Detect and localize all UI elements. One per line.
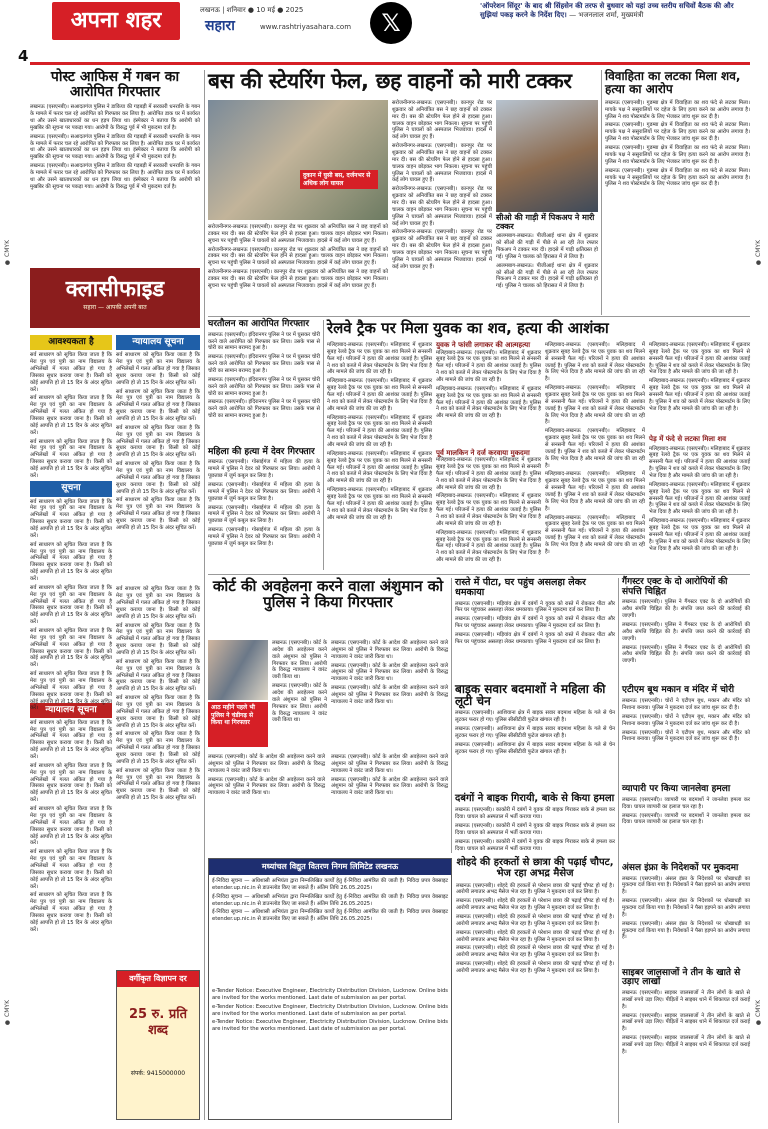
headline: दबंगों ने बाइक गिरायी, बाके से किया हमला (455, 793, 615, 805)
story-body: लखनऊ (एसएनबी)। पुलिस ने गैंगस्टर एक्ट के दो आरोपियों की अवैध संपत्ति चिह्नित की है। संपत्ति जब्त करने की कार्रवाई की जाएगी। लखनऊ (एसएनबी)। पुलिस ने गैंगस्टर एक्ट के दो आरोपियों की अवैध संपत्ति चिह्नित की है। संपत्ति जब्त करने की कार्रवाई की जाएगी। लखनऊ (एसएनबी)। पुलिस ने गैंगस्टर एक्ट के दो आरोपियों की अवैध संपत्ति चिह्नित की है। संपत्ति जब्त करने की कार्रवाई की जाएगी। (622, 599, 750, 665)
classified-banner (30, 268, 200, 328)
column-rule (601, 70, 602, 315)
mid-story (496, 214, 598, 315)
cmyk-mark: ● CMYK (755, 240, 762, 266)
dateline: लखनऊ | शनिवार ● 10 मई ● 2025 (200, 6, 304, 14)
column-rule (451, 578, 452, 853)
story-body: लखनऊ (एसएनबी)। इंदिरानगर पुलिस ने घर में घुसकर चोरी करने वाले आरोपित को गिरफ्तार कर लिया। उसके पास से चोरी का सामान बरामद हुआ है। लखनऊ (एसएनबी)। इंदिरानगर पुलिस ने घर में घुसकर चोरी करने वाले आरोपित को गिरफ्तार कर लिया। उसके पास से चोरी का सामान बरामद हुआ है। लखनऊ (एसएनबी)। इंदिरानगर पुलिस ने घर में घुसकर चोरी करने वाले आरोपित को गिरफ्तार कर लिया। उसके पास से चोरी का सामान बरामद हुआ है। लखनऊ (एसएनबी)। इंदिरानगर पुलिस ने घर में घुसकर चोरी करने वाले आरोपित को गिरफ्तार कर लिया। उसके पास से चोरी का सामान बरामद हुआ है। (208, 331, 320, 420)
classified-sub: सहारा — आपकी अपनी बात (83, 303, 147, 311)
notice-title: सूचना (30, 481, 112, 496)
notice-title: आवश्यकता है (30, 335, 112, 350)
story-body: लखनऊ (एसएनबी)। आशियाना क्षेत्र में बाइक सवार बदमाश महिला के गले से चेन लूटकर फरार हो गए। पुलिस सीसीटीवी फुटेज खंगाल रही है। लखनऊ (एसएनबी)। आशियाना क्षेत्र में बाइक सवार बदमाश महिला के गले से चेन लूटकर फरार हो गए। पुलिस सीसीटीवी फुटेज खंगाल रही है। लखनऊ (एसएनबी)। आशियाना क्षेत्र में बाइक सवार बदमाश महिला के गले से चेन लूटकर फरार हो गए। पुलिस सीसीटीवी फुटेज खंगाल रही है। (455, 710, 615, 755)
top-quote (480, 2, 745, 20)
court-headline: कोर्ट की अवहेलना करने वाला अंशुमान को पुलिस ने किया गिरफ्तार (212, 577, 444, 612)
headline: व्यापारी पर किया जानलेवा हमला (622, 784, 731, 795)
x-logo-icon: 𝕏 (370, 2, 412, 44)
notice-block (30, 335, 112, 933)
story-body: लखनऊ (एसएनबी)। अंसल इंफ्रा के निदेशकों पर धोखाधड़ी का मुकदमा दर्ज किया गया है। निवेशकों ने पैसा हड़पने का आरोप लगाया है। लखनऊ (एसएनबी)। अंसल इंफ्रा के निदेशकों पर धोखाधड़ी का मुकदमा दर्ज किया गया है। निवेशकों ने पैसा हड़पने का आरोप लगाया है। लखनऊ (एसएनबी)। अंसल इंफ्रा के निदेशकों पर धोखाधड़ी का मुकदमा दर्ज किया गया है। निवेशकों ने पैसा हड़पने का आरोप लगाया है। (622, 875, 750, 941)
cmyk-mark: ● CMYK (755, 1000, 762, 1026)
court-body: लखनऊ (एसएनबी)। कोर्ट के आदेश की अवहेलना करने वाले अंशुमान को पुलिस ने गिरफ्तार कर लिया। आरोपी के विरुद्ध न्यायालय ने वारंट जारी किया था। लखनऊ (एसएनबी)। कोर्ट के आदेश की अवहेलना करने वाले अंशुमान को पुलिस ने गिरफ्तार कर लिया। आरोपी के विरुद्ध न्यायालय ने वारंट जारी किया था। लखनऊ (एसएनबी)। कोर्ट के आदेश की अवहेलना करने वाले अंशुमान को पुलिस ने गिरफ्तार कर लिया। आरोपी के विरुद्ध न्यायालय ने वारंट जारी किया था। (331, 640, 448, 705)
headline: बाइक सवार बदमाशों ने महिला की लूटी चेन (455, 681, 606, 709)
column-rule (204, 70, 205, 1120)
subhead: पूर्व मालकिन ने दर्ज करवाया मुकदमा (436, 448, 530, 457)
rail-col (436, 342, 541, 565)
row-rule (208, 574, 750, 575)
column-rule (618, 578, 619, 1123)
story-body: लखनऊ (एसएनबी)। मड़ियांव क्षेत्र में दबंगों ने युवक को रास्ते में रोककर पीटा और फिर घर पहुंचकर असलहा लेकर धमकाया। पुलिस ने मुकदमा दर्ज कर लिया है। लखनऊ (एसएनबी)। मड़ियांव क्षेत्र में दबंगों ने युवक को रास्ते में रोककर पीटा और फिर घर पहुंचकर असलहा लेकर धमकाया। पुलिस ने मुकदमा दर्ज कर लिया है। लखनऊ (एसएनबी)। मड़ियांव क्षेत्र में दबंगों ने युवक को रास्ते में रोककर पीटा और फिर घर पहुंचकर असलहा लेकर धमकाया। पुलिस ने मुकदमा दर्ज कर लिया है। (455, 600, 615, 645)
headline: एटीएम बूथ मकान व मंदिर में चोरी (622, 685, 735, 696)
subhead: पेड़ में फंदे से लटका मिला शव (649, 435, 727, 443)
classified-title: क्लासीफाइड (65, 277, 165, 302)
girl-story (456, 858, 614, 1108)
headline: साइबर जालसाजों ने तीन के खाते से उड़ाए लाखों (622, 967, 741, 988)
story-body: लखनऊ (एसएनबी)। साइबर जालसाजों ने तीन लोगों के खाते से लाखों रुपये उड़ा लिए। पीड़ितों ने साइबर थाने में शिकायत दर्ज कराई है। लखनऊ (एसएनबी)। साइबर जालसाजों ने तीन लोगों के खाते से लाखों रुपये उड़ा लिए। पीड़ितों ने साइबर थाने में शिकायत दर्ज कराई है। लखनऊ (एसएनबी)। साइबर जालसाजों ने तीन लोगों के खाते से लाखों रुपये उड़ा लिए। पीड़ितों ने साइबर थाने में शिकायत दर्ज कराई है। (622, 990, 750, 1055)
right-col (622, 578, 750, 1090)
quote-text: 'ऑपरेशन सिंदूर' के बाद श्री सिंहसेन की तरफ से बुधवार को यहां उच्च स्तरीय सचिवों बैठक की और सुझियां पकड़ करने के निर्देश दिए। (480, 2, 734, 20)
masthead-rule (30, 62, 750, 65)
subhead: युवक ने फांसी लगाकर की आत्महत्या (436, 341, 531, 349)
story-body: लखनऊ (एसएनबी)। चोरों ने एटीएम बूथ, मकान और मंदिर को निशाना बनाया। पुलिस ने मुकदमा दर्ज कर जांच शुरू कर दी है। लखनऊ (एसएनबी)। चोरों ने एटीएम बूथ, मकान और मंदिर को निशाना बनाया। पुलिस ने मुकदमा दर्ज कर जांच शुरू कर दी है। लखनऊ (एसएनबी)। चोरों ने एटीएम बूथ, मकान और मंदिर को निशाना बनाया। पुलिस ने मुकदमा दर्ज कर जांच शुरू कर दी है। (622, 698, 750, 743)
notice-body: सर्व साधारण को सूचित किया जाता है कि मेरा पुत्र एवं पुत्री का नाम विद्यालय के अभिलेखों में गलत अंकित हो गया है जिसका सुधार कराया जाना है। किसी को कोई आपत्ति हो तो 15 दिन के अंदर सूचित करें। सर्व साधारण को सूचित किया जाता है कि मेरा पुत्र एवं पुत्री का नाम विद्यालय के अभिलेखों में गलत अंकित हो गया है जिसका सुधार कराया जाना है। किसी को कोई आपत्ति हो तो 15 दिन के अंदर सूचित करें। सर्व साधारण को सूचित किया जाता है कि मेरा पुत्र एवं पुत्री का नाम विद्यालय के अभिलेखों में गलत अंकित हो गया है जिसका सुधार कराया जाना है। किसी को कोई आपत्ति हो तो 15 दिन के अंदर सूचित करें। सर्व साधारण को सूचित किया जाता है कि मेरा पुत्र एवं पुत्री का नाम विद्यालय के अभिलेखों में गलत अंकित हो गया है जिसका सुधार कराया जाना है। किसी को कोई आपत्ति हो तो 15 दिन के अंदर सूचित करें। सर्व साधारण को सूचित किया जाता है कि मेरा पुत्र एवं पुत्री का नाम विद्यालय के अभिलेखों में गलत अंकित हो गया है जिसका सुधार कराया जाना है। किसी को कोई आपत्ति हो तो 15 दिन के अंदर सूचित करें। (30, 498, 112, 712)
side-story (605, 70, 750, 300)
rail-story (327, 320, 750, 340)
ad-title: वर्गीकृत विज्ञापन दर (117, 971, 199, 987)
rail-col (649, 342, 750, 566)
classified-rate-ad (116, 970, 200, 1120)
court-photo (208, 640, 268, 700)
court-story (208, 578, 448, 614)
cmyk-mark: ● CMYK (4, 1000, 11, 1026)
side-photo (496, 100, 598, 212)
cmyk-mark: ● CMYK (4, 240, 11, 266)
mid-headline: सीओ की गाड़ी में पिकअप ने मारी टक्कर (496, 213, 595, 231)
notice-title: न्यायालय सूचना (30, 703, 112, 718)
lead-body: सरोजनीनगर-लखनऊ (एसएनबी)। कानपुर रोड पर शुक्रवार को अनियंत्रित बस ने छह वाहनों को टक्कर मार दी। बस की स्टेयरिंग फेल होने से हादसा हुआ। चालक वाहन छोड़कर भाग निकला। सूचना पर पहुंची पुलिस ने घायलों को अस्पताल भिजवाया। हादसे में कई लोग घायल हुए हैं। सरोजनीनगर-लखनऊ (एसएनबी)। कानपुर रोड पर शुक्रवार को अनियंत्रित बस ने छह वाहनों को टक्कर मार दी। बस की स्टेयरिंग फेल होने से हादसा हुआ। चालक वाहन छोड़कर भाग निकला। सूचना पर पहुंची पुलिस ने घायलों को अस्पताल भिजवाया। हादसे में कई लोग घायल हुए हैं। सरोजनीनगर-लखनऊ (एसएनबी)। कानपुर रोड पर शुक्रवार को अनियंत्रित बस ने छह वाहनों को टक्कर मार दी। बस की स्टेयरिंग फेल होने से हादसा हुआ। चालक वाहन छोड़कर भाग निकला। सूचना पर पहुंची पुलिस ने घायलों को अस्पताल भिजवाया। हादसे में कई लोग घायल हुए हैं। (208, 224, 388, 289)
rail-body: मलिहाबाद-लखनऊ (एसएनबी)। मलिहाबाद में शुक्रवार सुबह रेलवे ट्रैक पर एक युवक का शव मिलने से सनसनी फैल गई। परिजनों ने हत्या की आशंका जताई है। पुलिस ने शव को कब्जे में लेकर पोस्टमार्टम के लिए भेज दिया है और मामले की जांच की जा रही है। मलिहाबाद-लखनऊ (एसएनबी)। मलिहाबाद में शुक्रवार सुबह रेलवे ट्रैक पर एक युवक का शव मिलने से सनसनी फैल गई। परिजनों ने हत्या की आशंका जताई है। पुलिस ने शव को कब्जे में लेकर पोस्टमार्टम के लिए भेज दिया है और मामले की जांच की जा रही है। मलिहाबाद-लखनऊ (एसएनबी)। मलिहाबाद में शुक्रवार सुबह रेलवे ट्रैक पर एक युवक का शव मिलने से सनसनी फैल गई। परिजनों ने हत्या की आशंका जताई है। पुलिस ने शव को कब्जे में लेकर पोस्टमार्टम के लिए भेज दिया है और मामले की जांच की जा रही है। (436, 457, 541, 564)
rail-body: मलिहाबाद-लखनऊ (एसएनबी)। मलिहाबाद में शुक्रवार सुबह रेलवे ट्रैक पर एक युवक का शव मिलने से सनसनी फैल गई। परिजनों ने हत्या की आशंका जताई है। पुलिस ने शव को कब्जे में लेकर पोस्टमार्टम के लिए भेज दिया है और मामले की जांच की जा रही है। मलिहाबाद-लखनऊ (एसएनबी)। मलिहाबाद में शुक्रवार सुबह रेलवे ट्रैक पर एक युवक का शव मिलने से सनसनी फैल गई। परिजनों ने हत्या की आशंका जताई है। पुलिस ने शव को कब्जे में लेकर पोस्टमार्टम के लिए भेज दिया है और मामले की जांच की जा रही है। मलिहाबाद-लखनऊ (एसएनबी)। मलिहाबाद में शुक्रवार सुबह रेलवे ट्रैक पर एक युवक का शव मिलने से सनसनी फैल गई। परिजनों ने हत्या की आशंका जताई है। पुलिस ने शव को कब्जे में लेकर पोस्टमार्टम के लिए भेज दिया है और मामले की जांच की जा रही है। मलिहाबाद-लखनऊ (एसएनबी)। मलिहाबाद में शुक्रवार सुबह रेलवे ट्रैक पर एक युवक का शव मिलने से सनसनी फैल गई। परिजनों ने हत्या की आशंका जताई है। पुलिस ने शव को कब्जे में लेकर पोस्टमार्टम के लिए भेज दिया है और मामले की जांच की जा रही है। मलिहाबाद-लखनऊ (एसएनबी)। मलिहाबाद में शुक्रवार सुबह रेलवे ट्रैक पर एक युवक का शव मिलने से सनसनी फैल गई। परिजनों ने हत्या की आशंका जताई है। पुलिस ने शव को कब्जे में लेकर पोस्टमार्टम के लिए भेज दिया है और मामले की जांच की जा रही है। (327, 342, 432, 521)
notice-body: सर्व साधारण को सूचित किया जाता है कि मेरा पुत्र एवं पुत्री का नाम विद्यालय के अभिलेखों में गलत अंकित हो गया है जिसका सुधार कराया जाना है। किसी को कोई आपत्ति हो तो 15 दिन के अंदर सूचित करें। सर्व साधारण को सूचित किया जाता है कि मेरा पुत्र एवं पुत्री का नाम विद्यालय के अभिलेखों में गलत अंकित हो गया है जिसका सुधार कराया जाना है। किसी को कोई आपत्ति हो तो 15 दिन के अंदर सूचित करें। सर्व साधारण को सूचित किया जाता है कि मेरा पुत्र एवं पुत्री का नाम विद्यालय के अभिलेखों में गलत अंकित हो गया है जिसका सुधार कराया जाना है। किसी को कोई आपत्ति हो तो 15 दिन के अंदर सूचित करें। सर्व साधारण को सूचित किया जाता है कि मेरा पुत्र एवं पुत्री का नाम विद्यालय के अभिलेखों में गलत अंकित हो गया है जिसका सुधार कराया जाना है। किसी को कोई आपत्ति हो तो 15 दिन के अंदर सूचित करें। सर्व साधारण को सूचित किया जाता है कि मेरा पुत्र एवं पुत्री का नाम विद्यालय के अभिलेखों में गलत अंकित हो गया है जिसका सुधार कराया जाना है। किसी को कोई आपत्ति हो तो 15 दिन के अंदर सूचित करें। (116, 352, 200, 531)
photo-caption: दुकान में घुसी बस, दर्जनभर से अधिक लोग घायल (300, 170, 378, 189)
tender-body: e-Tender Notice: Executive Engineer, Electricity Distribution Division, Lucknow. Online bids are invited for the works mentioned. Last date of submission as per portal. e-Tender Notice: Executive Engineer, Electricity Distribution Division, Lucknow. Online bids are invited for the works mentioned. Last date of submission as per portal. e-Tender Notice: Executive Engineer, Electricity Distribution Division, Lucknow. Online bids are invited for the works mentioned. Last date of submission as per portal. (212, 988, 448, 1033)
rail-body: मलिहाबाद-लखनऊ (एसएनबी)। मलिहाबाद में शुक्रवार सुबह रेलवे ट्रैक पर एक युवक का शव मिलने से सनसनी फैल गई। परिजनों ने हत्या की आशंका जताई है। पुलिस ने शव को कब्जे में लेकर पोस्टमार्टम के लिए भेज दिया है और मामले की जांच की जा रही है। मलिहाबाद-लखनऊ (एसएनबी)। मलिहाबाद में शुक्रवार सुबह रेलवे ट्रैक पर एक युवक का शव मिलने से सनसनी फैल गई। परिजनों ने हत्या की आशंका जताई है। पुलिस ने शव को कब्जे में लेकर पोस्टमार्टम के लिए भेज दिया है और मामले की जांच की जा रही है। (436, 349, 541, 420)
notice-body: सर्व साधारण को सूचित किया जाता है कि मेरा पुत्र एवं पुत्री का नाम विद्यालय के अभिलेखों में गलत अंकित हो गया है जिसका सुधार कराया जाना है। किसी को कोई आपत्ति हो तो 15 दिन के अंदर सूचित करें। सर्व साधारण को सूचित किया जाता है कि मेरा पुत्र एवं पुत्री का नाम विद्यालय के अभिलेखों में गलत अंकित हो गया है जिसका सुधार कराया जाना है। किसी को कोई आपत्ति हो तो 15 दिन के अंदर सूचित करें। सर्व साधारण को सूचित किया जाता है कि मेरा पुत्र एवं पुत्री का नाम विद्यालय के अभिलेखों में गलत अंकित हो गया है जिसका सुधार कराया जाना है। किसी को कोई आपत्ति हो तो 15 दिन के अंदर सूचित करें। सर्व साधारण को सूचित किया जाता है कि मेरा पुत्र एवं पुत्री का नाम विद्यालय के अभिलेखों में गलत अंकित हो गया है जिसका सुधार कराया जाना है। किसी को कोई आपत्ति हो तो 15 दिन के अंदर सूचित करें। सर्व साधारण को सूचित किया जाता है कि मेरा पुत्र एवं पुत्री का नाम विद्यालय के अभिलेखों में गलत अंकित हो गया है जिसका सुधार कराया जाना है। किसी को कोई आपत्ति हो तो 15 दिन के अंदर सूचित करें। सर्व साधारण को सूचित किया जाता है कि मेरा पुत्र एवं पुत्री का नाम विद्यालय के अभिलेखों में गलत अंकित हो गया है जिसका सुधार कराया जाना है। किसी को कोई आपत्ति हो तो 15 दिन के अंदर सूचित करें। (116, 586, 200, 802)
notice-body: सर्व साधारण को सूचित किया जाता है कि मेरा पुत्र एवं पुत्री का नाम विद्यालय के अभिलेखों में गलत अंकित हो गया है जिसका सुधार कराया जाना है। किसी को कोई आपत्ति हो तो 15 दिन के अंदर सूचित करें। सर्व साधारण को सूचित किया जाता है कि मेरा पुत्र एवं पुत्री का नाम विद्यालय के अभिलेखों में गलत अंकित हो गया है जिसका सुधार कराया जाना है। किसी को कोई आपत्ति हो तो 15 दिन के अंदर सूचित करें। सर्व साधारण को सूचित किया जाता है कि मेरा पुत्र एवं पुत्री का नाम विद्यालय के अभिलेखों में गलत अंकित हो गया है जिसका सुधार कराया जाना है। किसी को कोई आपत्ति हो तो 15 दिन के अंदर सूचित करें। सर्व साधारण को सूचित किया जाता है कि मेरा पुत्र एवं पुत्री का नाम विद्यालय के अभिलेखों में गलत अंकित हो गया है जिसका सुधार कराया जाना है। किसी को कोई आपत्ति हो तो 15 दिन के अंदर सूचित करें। सर्व साधारण को सूचित किया जाता है कि मेरा पुत्र एवं पुत्री का नाम विद्यालय के अभिलेखों में गलत अंकित हो गया है जिसका सुधार कराया जाना है। किसी को कोई आपत्ति हो तो 15 दिन के अंदर सूचित करें। (30, 719, 112, 933)
tender-notice (208, 858, 452, 1120)
story-body: लखनऊ (एसएनबी)। काकोरी में दबंगों ने युवक की बाइक गिराकर बाके से हमला कर दिया। घायल को अस्पताल में भर्ती कराया गया। लखनऊ (एसएनबी)। काकोरी में दबंगों ने युवक की बाइक गिराकर बाके से हमला कर दिया। घायल को अस्पताल में भर्ती कराया गया। लखनऊ (एसएनबी)। काकोरी में दबंगों ने युवक की बाइक गिराकर बाके से हमला कर दिया। घायल को अस्पताल में भर्ती कराया गया। (455, 807, 615, 852)
lead-headline: बस की स्टेयरिंग फेल, छह वाहनों को मारी टक्कर (208, 69, 572, 93)
side-headline: विवाहिता का लटका मिला शव, हत्या का आरोप (605, 69, 741, 96)
side-body: लखनऊ (एसएनबी)। गुडम्बा क्षेत्र में विवाहिता का शव फंदे से लटका मिला। मायके पक्ष ने ससुरालियों पर दहेज के लिए हत्या करने का आरोप लगाया है। पुलिस ने शव पोस्टमार्टम के लिए भेजकर जांच शुरू कर दी है। लखनऊ (एसएनबी)। गुडम्बा क्षेत्र में विवाहिता का शव फंदे से लटका मिला। मायके पक्ष ने ससुरालियों पर दहेज के लिए हत्या करने का आरोप लगाया है। पुलिस ने शव पोस्टमार्टम के लिए भेजकर जांच शुरू कर दी है। लखनऊ (एसएनबी)। गुडम्बा क्षेत्र में विवाहिता का शव फंदे से लटका मिला। मायके पक्ष ने ससुरालियों पर दहेज के लिए हत्या करने का आरोप लगाया है। पुलिस ने शव पोस्टमार्टम के लिए भेजकर जांच शुरू कर दी है। लखनऊ (एसएनबी)। गुडम्बा क्षेत्र में विवाहिता का शव फंदे से लटका मिला। मायके पक्ष ने ससुरालियों पर दहेज के लिए हत्या करने का आरोप लगाया है। पुलिस ने शव पोस्टमार्टम के लिए भेजकर जांच शुरू कर दी है। (605, 99, 750, 188)
court-body: लखनऊ (एसएनबी)। कोर्ट के आदेश की अवहेलना करने वाले अंशुमान को पुलिस ने गिरफ्तार कर लिया। आरोपी के विरुद्ध न्यायालय ने वारंट जारी किया था। लखनऊ (एसएनबी)। कोर्ट के आदेश की अवहेलना करने वाले अंशुमान को पुलिस ने गिरफ्तार कर लिया। आरोपी के विरुद्ध न्यायालय ने वारंट जारी किया था। (272, 640, 327, 724)
website: www.rashtriyasahara.com (260, 23, 352, 31)
paper-logo: सहारा (205, 18, 235, 34)
tender-title: मध्यांचल विद्युत वितरण निगम लिमिटेड लखनऊ (209, 859, 451, 875)
story-body: लखनऊ (एसएनबी)। गोसाईगंज में महिला की हत्या के मामले में पुलिस ने देवर को गिरफ्तार कर लिया। आरोपी ने पूछताछ में जुर्म कबूल कर लिया है। लखनऊ (एसएनबी)। गोसाईगंज में महिला की हत्या के मामले में पुलिस ने देवर को गिरफ्तार कर लिया। आरोपी ने पूछताछ में जुर्म कबूल कर लिया है। लखनऊ (एसएनबी)। गोसाईगंज में महिला की हत्या के मामले में पुलिस ने देवर को गिरफ्तार कर लिया। आरोपी ने पूछताछ में जुर्म कबूल कर लिया है। लखनऊ (एसएनबी)। गोसाईगंज में महिला की हत्या के मामले में पुलिस ने देवर को गिरफ्तार कर लिया। आरोपी ने पूछताछ में जुर्म कबूल कर लिया है। (208, 459, 320, 547)
story-body: लखनऊ (एसएनबी)। व्यापारी पर बदमाशों ने जानलेवा हमला कर दिया। घायल व्यापारी का इलाज चल रहा है। लखनऊ (एसएनबी)। व्यापारी पर बदमाशों ने जानलेवा हमला कर दिया। घायल व्यापारी का इलाज चल रहा है। (622, 796, 750, 826)
court-caption: आठ महीने पहले भी पुलिस ने चंडीगढ़ से किया था गिरफ्तार (208, 702, 268, 747)
col1-story (30, 70, 200, 269)
row-rule (208, 316, 750, 317)
lead-photo (208, 100, 388, 220)
notice-block (116, 335, 200, 856)
ad-price: 25 रु. प्रति शब्द (128, 1007, 188, 1039)
tender-body: ई-निविदा सूचना — अधिशासी अभियंता द्वारा निम्नलिखित कार्यों हेतु ई-निविदा आमंत्रित की जाती है। निविदा प्रपत्र वेबसाइट etender.up.nic.in से डाउनलोड किए जा सकते हैं। अंतिम तिथि 26.05.2025। ई-निविदा सूचना — अधिशासी अभियंता द्वारा निम्नलिखित कार्यों हेतु ई-निविदा आमंत्रित की जाती है। निविदा प्रपत्र वेबसाइट etender.up.nic.in से डाउनलोड किए जा सकते हैं। अंतिम तिथि 26.05.2025। ई-निविदा सूचना — अधिशासी अभियंता द्वारा निम्नलिखित कार्यों हेतु ई-निविदा आमंत्रित की जाती है। निविदा प्रपत्र वेबसाइट etender.up.nic.in से डाउनलोड किए जा सकते हैं। अंतिम तिथि 26.05.2025। (212, 878, 448, 923)
notice-body: सर्व साधारण को सूचित किया जाता है कि मेरा पुत्र एवं पुत्री का नाम विद्यालय के अभिलेखों में गलत अंकित हो गया है जिसका सुधार कराया जाना है। किसी को कोई आपत्ति हो तो 15 दिन के अंदर सूचित करें। सर्व साधारण को सूचित किया जाता है कि मेरा पुत्र एवं पुत्री का नाम विद्यालय के अभिलेखों में गलत अंकित हो गया है जिसका सुधार कराया जाना है। किसी को कोई आपत्ति हो तो 15 दिन के अंदर सूचित करें। सर्व साधारण को सूचित किया जाता है कि मेरा पुत्र एवं पुत्री का नाम विद्यालय के अभिलेखों में गलत अंकित हो गया है जिसका सुधार कराया जाना है। किसी को कोई आपत्ति हो तो 15 दिन के अंदर सूचित करें। (30, 352, 112, 479)
column-rule (323, 320, 324, 570)
quote-author: — भजनलाल शर्मा, मुख्यमंत्री (569, 11, 644, 20)
story-body: लखनऊ (एसएनबी)। सआदतगंज पुलिस ने डाकिया की गड़बड़ी में सरकारी धनराशि के गबन के मामले में फरार चल रहे आरोपित को गिरफ्तार कर लिया है। आरोपित डाक घर में कार्यरत था और उसने खाताधारकों का धन हड़प लिया था। इंस्पेक्टर ने बताया कि आरोपी को मुखबिर की सूचना पर पकड़ा गया। आरोपी के विरुद्ध पूर्व में भी मुकदमा दर्ज है। लखनऊ (एसएनबी)। सआदतगंज पुलिस ने डाकिया की गड़बड़ी में सरकारी धनराशि के गबन के मामले में फरार चल रहे आरोपित को गिरफ्तार कर लिया है। आरोपित डाक घर में कार्यरत था और उसने खाताधारकों का धन हड़प लिया था। इंस्पेक्टर ने बताया कि आरोपी को मुखबिर की सूचना पर पकड़ा गया। आरोपी के विरुद्ध पूर्व में भी मुकदमा दर्ज है। लखनऊ (एसएनबी)। सआदतगंज पुलिस ने डाकिया की गड़बड़ी में सरकारी धनराशि के गबन के मामले में फरार चल रहे आरोपित को गिरफ्तार कर लिया है। आरोपित डाक घर में कार्यरत था और उसने खाताधारकों का धन हड़प लिया था। इंस्पेक्टर ने बताया कि आरोपी को मुखबिर की सूचना पर पकड़ा गया। आरोपी के विरुद्ध पूर्व में भी मुकदमा दर्ज है। (30, 104, 200, 190)
court-body: लखनऊ (एसएनबी)। कोर्ट के आदेश की अवहेलना करने वाले अंशुमान को पुलिस ने गिरफ्तार कर लिया। आरोपी के विरुद्ध न्यायालय ने वारंट जारी किया था। लखनऊ (एसएनबी)। कोर्ट के आदेश की अवहेलना करने वाले अंशुमान को पुलिस ने गिरफ्तार कर लिया। आरोपी के विरुद्ध न्यायालय ने वारंट जारी किया था। लखनऊ (एसएनबी)। कोर्ट के आदेश की अवहेलना करने वाले अंशुमान को पुलिस ने गिरफ्तार कर लिया। आरोपी के विरुद्ध न्यायालय ने वारंट जारी किया था। लखनऊ (एसएनबी)। कोर्ट के आदेश की अवहेलना करने वाले अंशुमान को पुलिस ने गिरफ्तार कर लिया। आरोपी के विरुद्ध न्यायालय ने वारंट जारी किया था। (208, 754, 448, 797)
section-banner: अपना शहर (52, 2, 180, 40)
headline: पोस्ट आफिस में गबन का आरोपित गिरफ्तार (50, 69, 180, 101)
headline: शोहदे की हरकतों से छात्रा की पढ़ाई चौपट, भेज रहा अभद्र मैसेज (456, 857, 614, 879)
notice-title: न्यायालय सूचना (116, 335, 200, 350)
mid-body: आलमबाग-लखनऊ। पीजीआई थाना क्षेत्र में शुक्रवार को सीओ की गाड़ी में पीछे से आ रही तेज रफ्तार पिकअप ने टक्कर मार दी। हादसे में गाड़ी क्षतिग्रस्त हो गई। पुलिस ने चालक को हिरासत में ले लिया है। आलमबाग-लखनऊ। पीजीआई थाना क्षेत्र में शुक्रवार को सीओ की गाड़ी में पीछे से आ रही तेज रफ्तार पिकअप ने टक्कर मार दी। हादसे में गाड़ी क्षतिग्रस्त हो गई। पुलिस ने चालक को हिरासत में ले लिया है। (496, 233, 598, 290)
lead-body: सरोजनीनगर-लखनऊ (एसएनबी)। कानपुर रोड पर शुक्रवार को अनियंत्रित बस ने छह वाहनों को टक्कर मार दी। बस की स्टेयरिंग फेल होने से हादसा हुआ। चालक वाहन छोड़कर भाग निकला। सूचना पर पहुंची पुलिस ने घायलों को अस्पताल भिजवाया। हादसे में कई लोग घायल हुए हैं। सरोजनीनगर-लखनऊ (एसएनबी)। कानपुर रोड पर शुक्रवार को अनियंत्रित बस ने छह वाहनों को टक्कर मार दी। बस की स्टेयरिंग फेल होने से हादसा हुआ। चालक वाहन छोड़कर भाग निकला। सूचना पर पहुंची पुलिस ने घायलों को अस्पताल भिजवाया। हादसे में कई लोग घायल हुए हैं। सरोजनीनगर-लखनऊ (एसएनबी)। कानपुर रोड पर शुक्रवार को अनियंत्रित बस ने छह वाहनों को टक्कर मार दी। बस की स्टेयरिंग फेल होने से हादसा हुआ। चालक वाहन छोड़कर भाग निकला। सूचना पर पहुंची पुलिस ने घायलों को अस्पताल भिजवाया। हादसे में कई लोग घायल हुए हैं। सरोजनीनगर-लखनऊ (एसएनबी)। कानपुर रोड पर शुक्रवार को अनियंत्रित बस ने छह वाहनों को टक्कर मार दी। बस की स्टेयरिंग फेल होने से हादसा हुआ। चालक वाहन छोड़कर भाग निकला। सूचना पर पहुंची पुलिस ने घायलों को अस्पताल भिजवाया। हादसे में कई लोग घायल हुए हैं। (392, 100, 492, 270)
headline: अंसल इंफ्रा के निदेशकों पर मुकदमा (622, 862, 739, 873)
headline: रास्ते में पीटा, घर पहुंच असलहा लेकर धमकाया (455, 577, 586, 599)
road-story (455, 578, 615, 877)
rail-body: मलिहाबाद-लखनऊ (एसएनबी)। मलिहाबाद में शुक्रवार सुबह रेलवे ट्रैक पर एक युवक का शव मिलने से सनसनी फैल गई। परिजनों ने हत्या की आशंका जताई है। पुलिस ने शव को कब्जे में लेकर पोस्टमार्टम के लिए भेज दिया है और मामले की जांच की जा रही है। मलिहाबाद-लखनऊ (एसएनबी)। मलिहाबाद में शुक्रवार सुबह रेलवे ट्रैक पर एक युवक का शव मिलने से सनसनी फैल गई। परिजनों ने हत्या की आशंका जताई है। पुलिस ने शव को कब्जे में लेकर पोस्टमार्टम के लिए भेज दिया है और मामले की जांच की जा रही है। मलिहाबाद-लखनऊ (एसएनबी)। मलिहाबाद में शुक्रवार सुबह रेलवे ट्रैक पर एक युवक का शव मिलने से सनसनी फैल गई। परिजनों ने हत्या की आशंका जताई है। पुलिस ने शव को कब्जे में लेकर पोस्टमार्टम के लिए भेज दिया है और मामले की जांच की जा रही है। मलिहाबाद-लखनऊ (एसएनबी)। मलिहाबाद में शुक्रवार सुबह रेलवे ट्रैक पर एक युवक का शव मिलने से सनसनी फैल गई। परिजनों ने हत्या की आशंका जताई है। पुलिस ने शव को कब्जे में लेकर पोस्टमार्टम के लिए भेज दिया है और मामले की जांच की जा रही है। मलिहाबाद-लखनऊ (एसएनबी)। मलिहाबाद में शुक्रवार सुबह रेलवे ट्रैक पर एक युवक का शव मिलने से सनसनी फैल गई। परिजनों ने हत्या की आशंका जताई है। पुलिस ने शव को कब्जे में लेकर पोस्टमार्टम के लिए भेज दिया है और मामले की जांच की जा रही है। (545, 342, 645, 555)
ad-contact: संपर्क: 9415000000 (130, 1069, 186, 1077)
rail-headline: रेलवे ट्रैक पर मिला युवक का शव, हत्या की आशंका (327, 319, 609, 337)
lead-story (208, 70, 598, 93)
rail-body: मलिहाबाद-लखनऊ (एसएनबी)। मलिहाबाद में शुक्रवार सुबह रेलवे ट्रैक पर एक युवक का शव मिलने से सनसनी फैल गई। परिजनों ने हत्या की आशंका जताई है। पुलिस ने शव को कब्जे में लेकर पोस्टमार्टम के लिए भेज दिया है और मामले की जांच की जा रही है। मलिहाबाद-लखनऊ (एसएनबी)। मलिहाबाद में शुक्रवार सुबह रेलवे ट्रैक पर एक युवक का शव मिलने से सनसनी फैल गई। परिजनों ने हत्या की आशंका जताई है। पुलिस ने शव को कब्जे में लेकर पोस्टमार्टम के लिए भेज दिया है और मामले की जांच की जा रही है। (649, 342, 750, 412)
story-body: लखनऊ (एसएनबी)। शोहदे की हरकतों से परेशान छात्रा की पढ़ाई चौपट हो गई है। आरोपी लगातार अभद्र मैसेज भेज रहा है। पुलिस ने मुकदमा दर्ज कर लिया है। लखनऊ (एसएनबी)। शोहदे की हरकतों से परेशान छात्रा की पढ़ाई चौपट हो गई है। आरोपी लगातार अभद्र मैसेज भेज रहा है। पुलिस ने मुकदमा दर्ज कर लिया है। लखनऊ (एसएनबी)। शोहदे की हरकतों से परेशान छात्रा की पढ़ाई चौपट हो गई है। आरोपी लगातार अभद्र मैसेज भेज रहा है। पुलिस ने मुकदमा दर्ज कर लिया है। लखनऊ (एसएनबी)। शोहदे की हरकतों से परेशान छात्रा की पढ़ाई चौपट हो गई है। आरोपी लगातार अभद्र मैसेज भेज रहा है। पुलिस ने मुकदमा दर्ज कर लिया है। लखनऊ (एसएनबी)। शोहदे की हरकतों से परेशान छात्रा की पढ़ाई चौपट हो गई है। आरोपी लगातार अभद्र मैसेज भेज रहा है। पुलिस ने मुकदमा दर्ज कर लिया है। लखनऊ (एसएनबी)। शोहदे की हरकतों से परेशान छात्रा की पढ़ाई चौपट हो गई है। आरोपी लगातार अभद्र मैसेज भेज रहा है। पुलिस ने मुकदमा दर्ज कर लिया है। (456, 882, 614, 975)
rail-body: मलिहाबाद-लखनऊ (एसएनबी)। मलिहाबाद में शुक्रवार सुबह रेलवे ट्रैक पर एक युवक का शव मिलने से सनसनी फैल गई। परिजनों ने हत्या की आशंका जताई है। पुलिस ने शव को कब्जे में लेकर पोस्टमार्टम के लिए भेज दिया है और मामले की जांच की जा रही है। मलिहाबाद-लखनऊ (एसएनबी)। मलिहाबाद में शुक्रवार सुबह रेलवे ट्रैक पर एक युवक का शव मिलने से सनसनी फैल गई। परिजनों ने हत्या की आशंका जताई है। पुलिस ने शव को कब्जे में लेकर पोस्टमार्टम के लिए भेज दिया है और मामले की जांच की जा रही है। मलिहाबाद-लखनऊ (एसएनबी)। मलिहाबाद में शुक्रवार सुबह रेलवे ट्रैक पर एक युवक का शव मिलने से सनसनी फैल गई। परिजनों ने हत्या की आशंका जताई है। पुलिस ने शव को कब्जे में लेकर पोस्टमार्टम के लिए भेज दिया है और मामले की जांच की जा रही है। (649, 445, 750, 552)
page-number: 4 (18, 47, 29, 65)
ghar-story (208, 320, 320, 579)
headline: महिला की हत्या में देवर गिरफ्तार (208, 446, 315, 457)
headline: घरतौलन का आरोपित गिरफ्तार (208, 319, 310, 329)
headline: गैंगस्टर एक्ट के दो आरोपियों की संपत्ति चिह्नित (622, 577, 728, 597)
